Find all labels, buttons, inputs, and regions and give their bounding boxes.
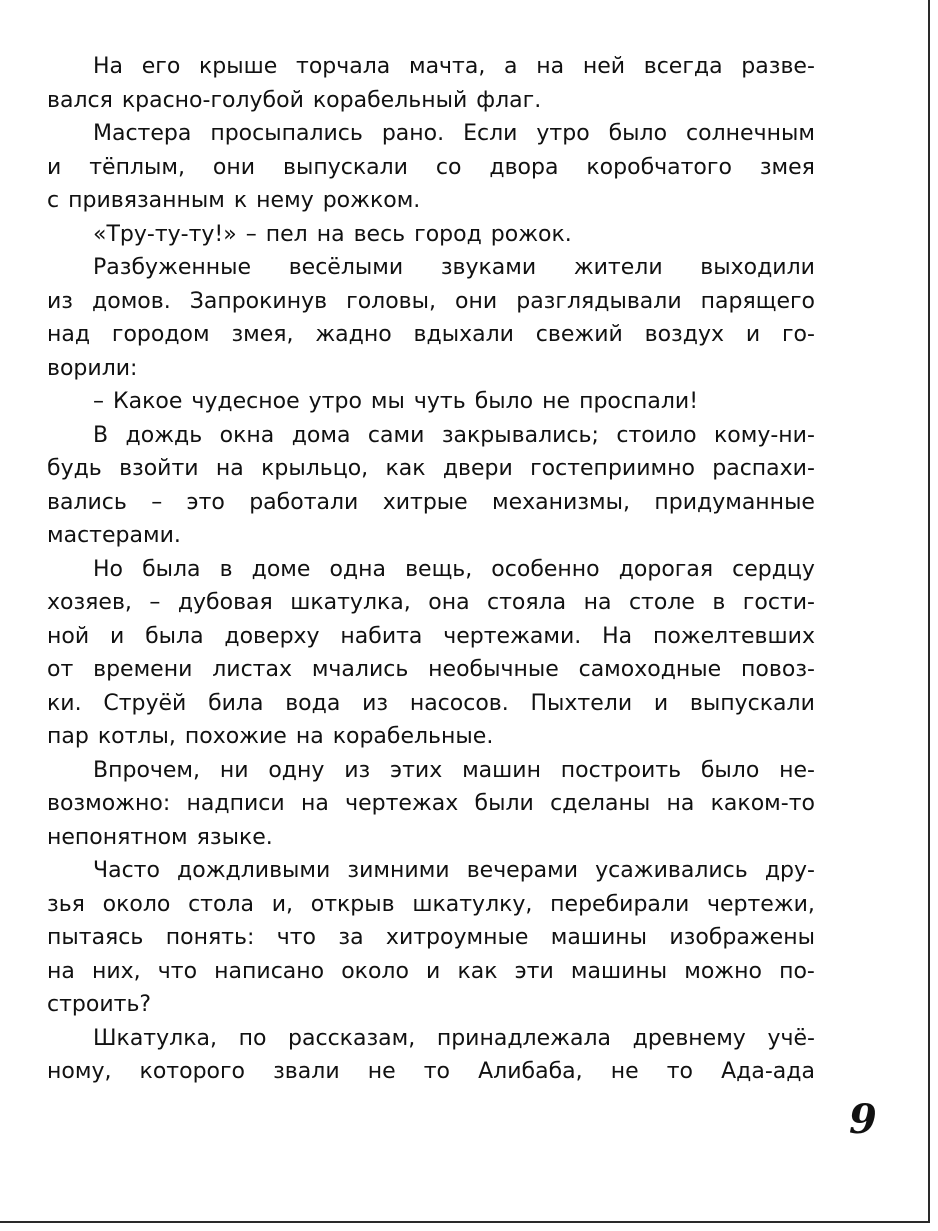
text-line	[47, 50, 815, 84]
word: парящего	[700, 288, 815, 314]
word: шкатулку,	[412, 891, 533, 917]
word: Впрочем,	[93, 757, 201, 783]
word: этих	[390, 757, 443, 783]
word: корабельные.	[332, 724, 494, 749]
word: учё-	[767, 1025, 815, 1051]
word: можно	[684, 958, 762, 984]
word: строить?	[47, 992, 152, 1017]
word: понять:	[165, 925, 255, 950]
word: одну	[268, 757, 325, 783]
text-line	[47, 251, 815, 285]
word: ни	[219, 757, 249, 783]
word: машины	[550, 925, 648, 950]
word: по	[238, 1025, 267, 1051]
text-line	[47, 184, 815, 218]
word: сделаны	[550, 791, 651, 816]
word: хозяев,	[47, 590, 132, 615]
word: по-	[779, 958, 815, 984]
word: На	[93, 54, 124, 79]
word: Часто	[93, 858, 160, 883]
word: весёлыми	[288, 255, 404, 280]
word: дождь	[125, 422, 203, 448]
word: корабельный	[312, 87, 468, 113]
word: зья	[47, 891, 85, 917]
word: было	[700, 757, 760, 783]
word: головы,	[346, 288, 437, 314]
word: и	[109, 623, 125, 649]
word: звали	[273, 1059, 340, 1084]
word: за	[338, 925, 364, 950]
word: пар	[47, 724, 89, 749]
word: хитрые	[382, 489, 468, 515]
word: Ада-ада	[721, 1059, 815, 1084]
word: вались	[47, 489, 127, 515]
page-number: 9	[849, 1096, 877, 1143]
word: в	[712, 590, 726, 615]
word: принадлежала	[436, 1025, 611, 1051]
word: каком-то	[710, 791, 815, 816]
word: была	[145, 623, 204, 649]
word: рассказам,	[288, 1025, 416, 1051]
word: из	[362, 690, 389, 716]
word: жадно	[315, 322, 392, 347]
word: мчались	[311, 657, 409, 682]
word: распахи-	[712, 456, 815, 481]
word: дру-	[764, 858, 815, 883]
word: на	[583, 590, 612, 615]
word: мы	[370, 389, 405, 414]
word: шкатулка,	[290, 590, 411, 615]
word: листах	[212, 657, 292, 682]
word: это	[186, 489, 225, 515]
word: торчала	[296, 54, 391, 79]
word: Струёй	[103, 690, 187, 716]
word: солнечным	[686, 121, 815, 146]
word: с	[47, 188, 60, 213]
word: насосов.	[409, 690, 509, 716]
word: со	[435, 154, 462, 180]
word: дома	[291, 422, 351, 448]
word: около	[102, 891, 171, 917]
text-line	[47, 620, 815, 654]
word: в	[219, 556, 233, 582]
word: на	[215, 456, 244, 481]
word: просыпались	[210, 121, 363, 146]
word: сами	[367, 422, 425, 448]
word: было	[608, 121, 668, 146]
word: коробчатого	[586, 154, 732, 180]
word: городом	[111, 322, 210, 347]
word: стоило	[616, 422, 697, 448]
word: к	[233, 188, 248, 213]
word: чертежами.	[443, 623, 582, 649]
text-line	[47, 687, 815, 721]
word: выпускали	[689, 690, 815, 716]
word: гости-	[742, 590, 815, 615]
word: Алибаба,	[478, 1059, 583, 1084]
word: двери	[442, 456, 513, 481]
word: кому-ни-	[713, 422, 815, 448]
word: вдыхали	[413, 322, 514, 347]
word: чертежах	[345, 791, 459, 816]
word: В	[93, 422, 109, 448]
word: город	[414, 221, 482, 247]
word: жители	[573, 255, 663, 280]
text-line	[47, 754, 815, 788]
word: которого	[139, 1059, 246, 1084]
word: Разбуженные	[93, 255, 252, 280]
word: на	[295, 724, 324, 749]
text-line	[47, 117, 815, 151]
word: мачта,	[408, 54, 486, 79]
word: открыв	[310, 891, 395, 917]
word: тёплым,	[89, 154, 185, 180]
text-line	[47, 553, 815, 587]
word: изображены	[669, 925, 815, 950]
word: всегда	[643, 54, 723, 79]
body-text	[47, 50, 815, 1089]
word: вечерами	[466, 858, 579, 883]
word: не	[542, 389, 571, 414]
word: гостеприимно	[530, 456, 695, 481]
word: одна	[329, 556, 387, 582]
word: разглядывали	[516, 288, 682, 314]
word: Но	[93, 556, 124, 582]
word: то	[666, 1059, 693, 1084]
text-line	[47, 1055, 815, 1089]
word: окна	[219, 422, 275, 448]
word: на	[536, 54, 565, 79]
word: как	[385, 456, 426, 481]
text-line	[47, 452, 815, 486]
word: доверху	[224, 623, 320, 649]
word: била	[208, 690, 264, 716]
word: разве-	[741, 54, 815, 79]
word: вода	[285, 690, 341, 716]
word: Пыхтели	[530, 690, 633, 716]
word: перебирали	[550, 891, 690, 917]
word: они	[455, 288, 498, 314]
text-line	[47, 955, 815, 989]
word: набита	[340, 623, 423, 649]
text-line	[47, 1022, 815, 1056]
word: не	[610, 1059, 639, 1084]
word: машины	[570, 958, 668, 984]
word: взойти	[119, 456, 199, 481]
word: сердцу	[732, 556, 815, 582]
word: Мастера	[93, 121, 192, 146]
word: из	[344, 757, 371, 783]
word: нему	[256, 188, 314, 213]
word: языке.	[196, 824, 273, 850]
text-line	[47, 84, 815, 118]
word: и,	[271, 891, 294, 917]
word: придуманные	[654, 489, 815, 515]
word: зимними	[347, 858, 450, 883]
word: то	[423, 1059, 451, 1084]
word: построить	[560, 757, 682, 783]
text-line	[47, 854, 815, 888]
word: написано	[214, 958, 325, 984]
word: звуками	[440, 255, 537, 280]
word: чертежи,	[706, 891, 815, 917]
text-line	[47, 385, 815, 419]
text-line	[47, 218, 815, 252]
word: как	[457, 958, 498, 984]
text-line	[47, 586, 815, 620]
word: времени	[93, 657, 193, 682]
word: котлы,	[97, 724, 176, 749]
word: от	[47, 657, 74, 682]
word: и	[426, 958, 441, 984]
text-line	[47, 720, 815, 754]
word: работали	[249, 489, 359, 515]
word: выходили	[700, 255, 815, 280]
word: что	[276, 925, 317, 950]
word: а	[504, 54, 518, 79]
word: красно-голубой	[121, 87, 304, 113]
text-line	[47, 988, 815, 1022]
word: на	[666, 791, 695, 816]
word: были	[474, 791, 534, 816]
word: проспали!	[579, 389, 699, 414]
word: на	[47, 958, 75, 984]
word: них,	[91, 958, 141, 984]
word: была	[142, 556, 201, 582]
text-line	[47, 921, 815, 955]
text-line	[47, 888, 815, 922]
word: пел	[265, 221, 308, 247]
text-line	[47, 821, 815, 855]
word: дорогая	[618, 556, 714, 582]
word: пытаясь	[47, 925, 144, 950]
word: –	[151, 489, 163, 515]
word: было	[474, 389, 534, 414]
word: не-	[779, 757, 815, 783]
word: ной	[47, 623, 90, 649]
word: ворили:	[47, 355, 138, 381]
word: и	[745, 322, 761, 347]
word: дубовая	[177, 590, 273, 615]
word: надписи	[186, 791, 285, 816]
word: эти	[514, 958, 554, 984]
word: крыльцо,	[261, 456, 369, 481]
word: крыше	[199, 54, 278, 79]
word: машин	[462, 757, 541, 783]
word: флаг.	[476, 87, 542, 113]
word: Шкатулка,	[93, 1025, 217, 1051]
word: стояла	[487, 590, 567, 615]
word: го-	[781, 322, 815, 347]
text-line	[47, 151, 815, 185]
word: особенно	[491, 556, 600, 582]
word: вещь,	[405, 556, 473, 582]
text-line	[47, 653, 815, 687]
word: она	[428, 590, 470, 615]
word: возможно:	[47, 791, 171, 816]
word: на	[300, 791, 329, 816]
word: древнему	[632, 1025, 746, 1051]
word: они	[212, 154, 256, 180]
word: усаживались	[595, 858, 748, 883]
word: Запрокинув	[189, 288, 328, 314]
word: столе	[628, 590, 695, 615]
word: рожком.	[322, 188, 421, 213]
word: утро	[536, 121, 590, 146]
word: чуть	[413, 389, 466, 414]
word: будь	[47, 456, 102, 481]
word: змея,	[231, 322, 294, 347]
word: воздух	[644, 322, 724, 347]
word: необычные	[428, 657, 559, 682]
word: Какое	[113, 389, 183, 414]
word: чудесное	[191, 389, 300, 414]
word: двора	[489, 154, 559, 180]
word: самоходные	[578, 657, 722, 682]
word: мастерами.	[47, 523, 181, 548]
word: хитроумные	[385, 925, 529, 950]
text-line	[47, 318, 815, 352]
word: что	[157, 958, 198, 984]
word: стола	[188, 891, 254, 917]
text-line	[47, 486, 815, 520]
word: ки.	[47, 690, 82, 716]
word: повоз-	[741, 657, 815, 682]
word: доме	[251, 556, 311, 582]
word: на	[316, 221, 345, 247]
word: его	[141, 54, 181, 79]
word: над	[47, 322, 91, 347]
word: не	[367, 1059, 396, 1084]
word: свежий	[535, 322, 623, 347]
word: Если	[463, 121, 518, 146]
word: привязанным	[68, 188, 225, 213]
word: змея	[759, 154, 815, 180]
word: и	[47, 154, 62, 180]
text-line	[47, 519, 815, 553]
word: ней	[582, 54, 626, 79]
word: На	[602, 623, 633, 649]
word: похожие	[184, 724, 287, 749]
word: непонятном	[47, 824, 188, 850]
word: утро	[308, 389, 362, 414]
word: домов.	[92, 288, 171, 314]
word: «Тру-ту-ту!»	[93, 221, 237, 247]
word: дождливыми	[177, 858, 331, 883]
word: выпускали	[283, 154, 408, 180]
word: закрывались;	[441, 422, 599, 448]
word: вался	[47, 87, 113, 113]
text-line	[47, 285, 815, 319]
word: –	[149, 590, 161, 615]
word: пожелтевших	[652, 623, 815, 649]
text-line	[47, 419, 815, 453]
word: –	[245, 221, 257, 247]
word: –	[93, 389, 104, 414]
word: ному,	[47, 1059, 112, 1084]
text-line	[47, 787, 815, 821]
word: рано.	[381, 121, 445, 146]
word: рожок.	[490, 221, 572, 247]
word: весь	[353, 221, 406, 247]
text-line	[47, 352, 815, 386]
word: около	[341, 958, 409, 984]
word: из	[47, 288, 73, 314]
word: и	[653, 690, 669, 716]
word: механизмы,	[492, 489, 631, 515]
